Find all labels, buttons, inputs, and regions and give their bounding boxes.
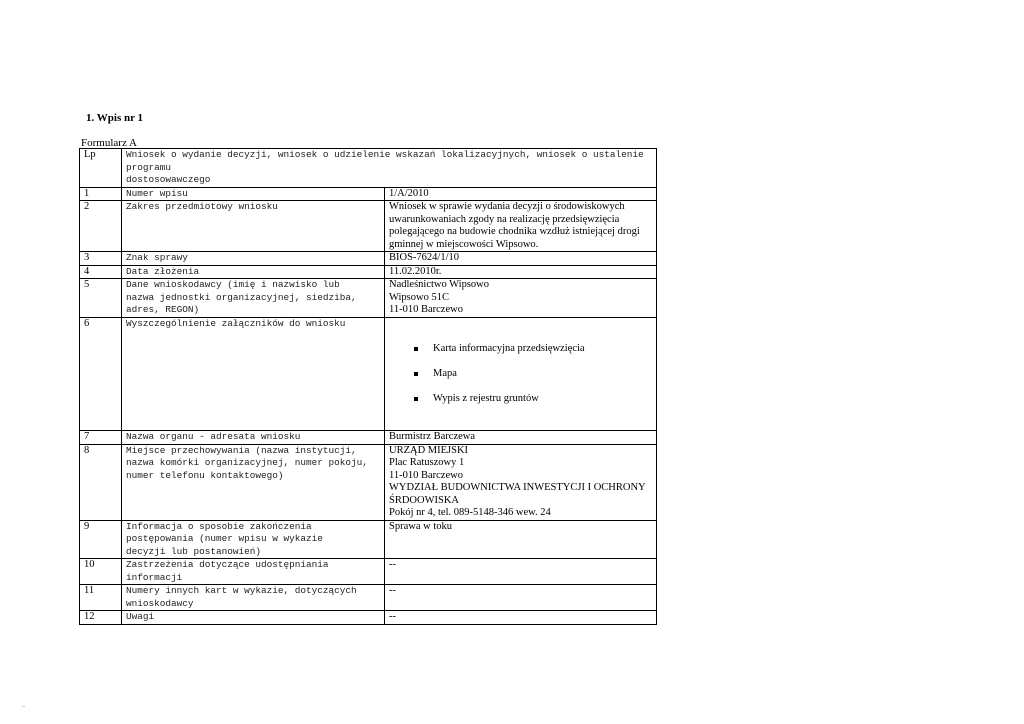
row-value: BIOŚ-7624/1/10: [385, 252, 657, 266]
table-row: [80, 187, 657, 201]
table-row: [80, 444, 657, 520]
attachments-list: [389, 330, 652, 418]
row-label: Informacja o sposobie zakończenia postępowania (numer wpisu w wykazie decyzji lub postanowień): [122, 520, 385, 559]
row-value: --: [385, 611, 657, 625]
row-number: 3: [80, 252, 122, 266]
row-number: 4: [80, 265, 122, 279]
row-number: 9: [80, 520, 122, 559]
list-item: Karta informacyjna przedsięwzięcia: [433, 343, 652, 356]
page-corner-mark: [22, 706, 25, 707]
row-label: Dane wnioskodawcy (imię i nazwisko lub nazwa jednostki organizacyjnej, siedziba, adres, REGON): [122, 279, 385, 318]
row-number: 8: [80, 444, 122, 520]
row-label: Wyszczególnienie załączników do wniosku: [122, 317, 385, 431]
register-table: [79, 148, 657, 625]
table-header-row: [80, 149, 657, 188]
row-value: URZĄD MIEJSKI Plac Ratuszowy 1 11-010 Barczewo WYDZIAŁ BUDOWNICTWA INWESTYCJI I OCHRONY ŚRDOOWISKA Pokój nr 4, tel. 089-5148-346 wew. 24: [385, 444, 657, 520]
row-value: --: [385, 585, 657, 611]
row-number: 10: [80, 559, 122, 585]
row-label: Zastrzeżenia dotyczące udostępniania informacji: [122, 559, 385, 585]
row-value: 1/A/2010: [385, 187, 657, 201]
row-label: Znak sprawy: [122, 252, 385, 266]
row-value: Nadleśnictwo Wipsowo Wipsowo 51C 11-010 Barczewo: [385, 279, 657, 318]
header-description: Wniosek o wydanie decyzji, wniosek o udzielenie wskazań lokalizacyjnych, wniosek o ustalenie programu dostosowawczego: [122, 149, 657, 188]
header-lp: Lp: [80, 149, 122, 188]
list-item: Mapa: [433, 368, 652, 381]
row-number: 6: [80, 317, 122, 431]
table-row: [80, 317, 657, 431]
row-number: 5: [80, 279, 122, 318]
table-row: [80, 585, 657, 611]
row-value: --: [385, 559, 657, 585]
table-row: [80, 279, 657, 318]
row-label: Miejsce przechowywania (nazwa instytucji, nazwa komórki organizacyjnej, numer pokoju, numer telefonu kontaktowego): [122, 444, 385, 520]
row-number: 2: [80, 201, 122, 252]
row-label: Uwagi: [122, 611, 385, 625]
row-label: Zakres przedmiotowy wniosku: [122, 201, 385, 252]
table-row: [80, 265, 657, 279]
table-row: [80, 559, 657, 585]
row-label: Data złożenia: [122, 265, 385, 279]
row-number: 1: [80, 187, 122, 201]
page-heading: 1. Wpis nr 1: [86, 112, 144, 124]
table-row: [80, 520, 657, 559]
row-number: 12: [80, 611, 122, 625]
table-row: [80, 252, 657, 266]
row-value: Sprawa w toku: [385, 520, 657, 559]
row-value: 11.02.2010r.: [385, 265, 657, 279]
table-row: [80, 431, 657, 445]
table-row: [80, 201, 657, 252]
row-number: 11: [80, 585, 122, 611]
row-value-attachments: [385, 317, 657, 431]
row-value: Burmistrz Barczewa: [385, 431, 657, 445]
row-number: 7: [80, 431, 122, 445]
table-row: [80, 611, 657, 625]
row-label: Nazwa organu - adresata wniosku: [122, 431, 385, 445]
form-label: Formularz A: [81, 137, 137, 149]
row-value: Wniosek w sprawie wydania decyzji o środowiskowych uwarunkowaniach zgody na realizację przedsięwzięcia polegającego na budowie chodnika wzdłuż istniejącej drogi gminnej w miejscowości Wipsowo.: [385, 201, 657, 252]
row-label: Numery innych kart w wykazie, dotyczących wnioskodawcy: [122, 585, 385, 611]
row-label: Numer wpisu: [122, 187, 385, 201]
list-item: Wypis z rejestru gruntów: [433, 393, 652, 406]
